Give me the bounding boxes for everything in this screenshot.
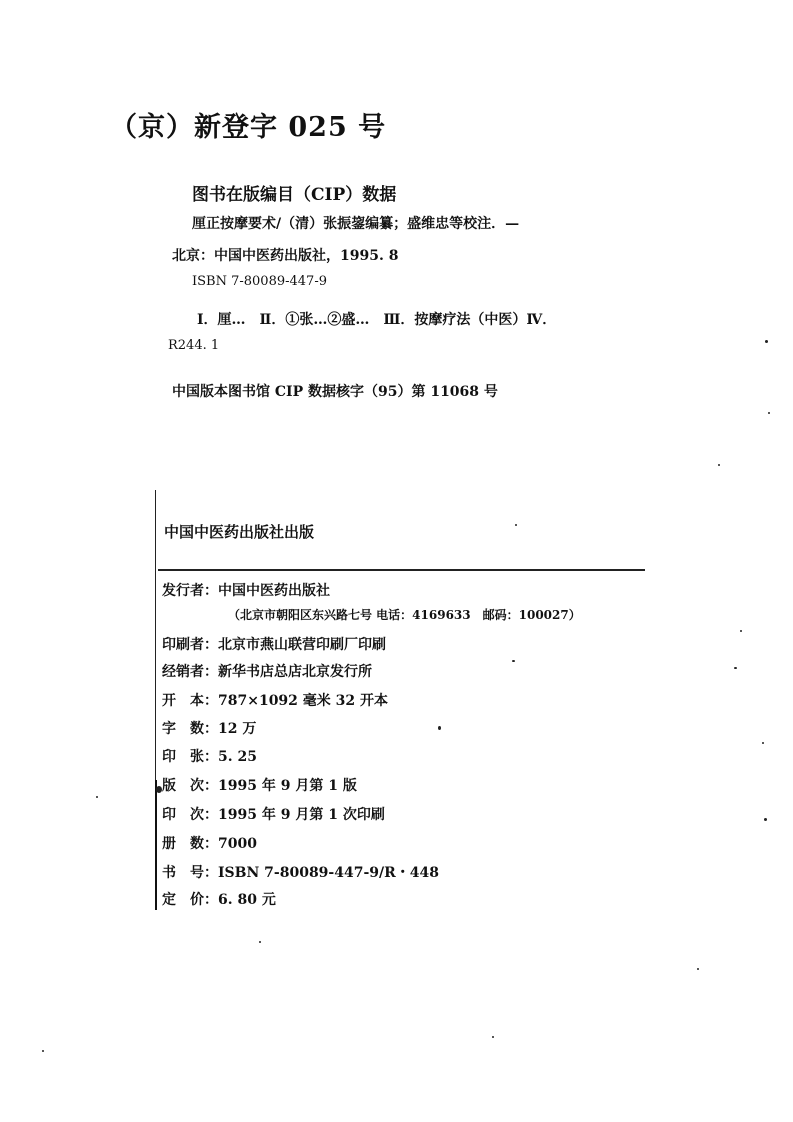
imprint-label: 印 张： bbox=[162, 749, 218, 765]
imprint-row-book-number bbox=[162, 862, 439, 882]
registration-number: （京）新登字 025 号 bbox=[110, 112, 387, 143]
scan-speck bbox=[764, 818, 767, 821]
scan-speck bbox=[515, 524, 517, 526]
cip-line-subjects: Ⅰ．厘… Ⅱ．①张…②盛… Ⅲ．按摩疗法（中医）Ⅳ． bbox=[197, 312, 557, 328]
cip-title: 图书在版编目（CIP）数据 bbox=[192, 185, 397, 205]
imprint-value: 7000 bbox=[218, 836, 257, 852]
imprint-value: 787×1092 毫米 32 开本 bbox=[218, 693, 389, 709]
cip-line-title-author: 厘正按摩要术/（清）张振鋆编纂；盛维忠等校注．— bbox=[192, 216, 520, 232]
scan-speck bbox=[768, 412, 770, 414]
imprint-divider bbox=[158, 569, 645, 571]
scan-speck bbox=[740, 630, 742, 632]
imprint-row-printing bbox=[162, 804, 385, 824]
imprint-label: 发行者： bbox=[162, 583, 218, 599]
imprint-value: 12 万 bbox=[218, 721, 257, 737]
imprint-row-sheets bbox=[162, 746, 257, 766]
imprint-row-format bbox=[162, 690, 388, 710]
imprint-value: 1995 年 9 月第 1 版 bbox=[218, 778, 357, 794]
imprint-value: 中国中医药出版社 bbox=[218, 583, 330, 599]
imprint-value: ISBN 7-80089-447-9/R・448 bbox=[218, 865, 439, 881]
imprint-label: 版 次： bbox=[162, 778, 218, 794]
scan-speck bbox=[718, 464, 720, 466]
imprint-row-distributor bbox=[162, 580, 330, 600]
imprint-row-copies bbox=[162, 833, 257, 853]
imprint-label: 字 数： bbox=[162, 721, 218, 737]
cip-line-record-number: 中国版本图书馆 CIP 数据核字（95）第 11068 号 bbox=[172, 384, 498, 400]
imprint-value: 新华书店总店北京发行所 bbox=[218, 664, 372, 680]
cip-line-isbn: ISBN 7-80089-447-9 bbox=[192, 274, 327, 289]
imprint-address: （北京市朝阳区东兴路七号 电话：4169633 邮码：100027） bbox=[228, 608, 581, 622]
imprint-row-word-count bbox=[162, 718, 256, 738]
imprint-value: 5. 25 bbox=[218, 749, 257, 765]
imprint-label: 定 价： bbox=[162, 892, 218, 908]
scan-speck bbox=[512, 660, 515, 662]
imprint-label: 印 次： bbox=[162, 807, 218, 823]
scan-speck bbox=[734, 667, 737, 669]
scan-speck bbox=[697, 968, 699, 970]
scan-speck bbox=[765, 340, 768, 343]
scan-speck bbox=[438, 726, 441, 730]
scan-speck bbox=[96, 796, 98, 798]
imprint-value: 1995 年 9 月第 1 次印刷 bbox=[218, 807, 385, 823]
imprint-row-printer bbox=[162, 634, 386, 654]
scan-speck bbox=[492, 1036, 494, 1038]
cip-line-classification: R244. 1 bbox=[168, 338, 220, 353]
scan-speck bbox=[156, 786, 162, 793]
scan-speck bbox=[762, 742, 764, 744]
imprint-row-edition bbox=[162, 775, 357, 795]
imprint-value: 6. 80 元 bbox=[218, 892, 276, 908]
imprint-border-left-thick bbox=[155, 780, 157, 910]
imprint-row-seller bbox=[162, 661, 372, 681]
cip-line-publisher: 北京：中国中医药出版社，1995. 8 bbox=[172, 248, 399, 264]
scan-speck bbox=[42, 1050, 44, 1052]
imprint-label: 书 号： bbox=[162, 865, 218, 881]
imprint-label: 开 本： bbox=[162, 693, 218, 709]
imprint-value: 北京市燕山联营印刷厂印刷 bbox=[218, 637, 386, 653]
imprint-row-price bbox=[162, 889, 276, 909]
imprint-publisher: 中国中医药出版社出版 bbox=[164, 523, 315, 541]
imprint-label: 册 数： bbox=[162, 836, 218, 852]
imprint-label: 经销者： bbox=[162, 664, 218, 680]
scan-speck bbox=[259, 941, 261, 943]
imprint-label: 印刷者： bbox=[162, 637, 218, 653]
